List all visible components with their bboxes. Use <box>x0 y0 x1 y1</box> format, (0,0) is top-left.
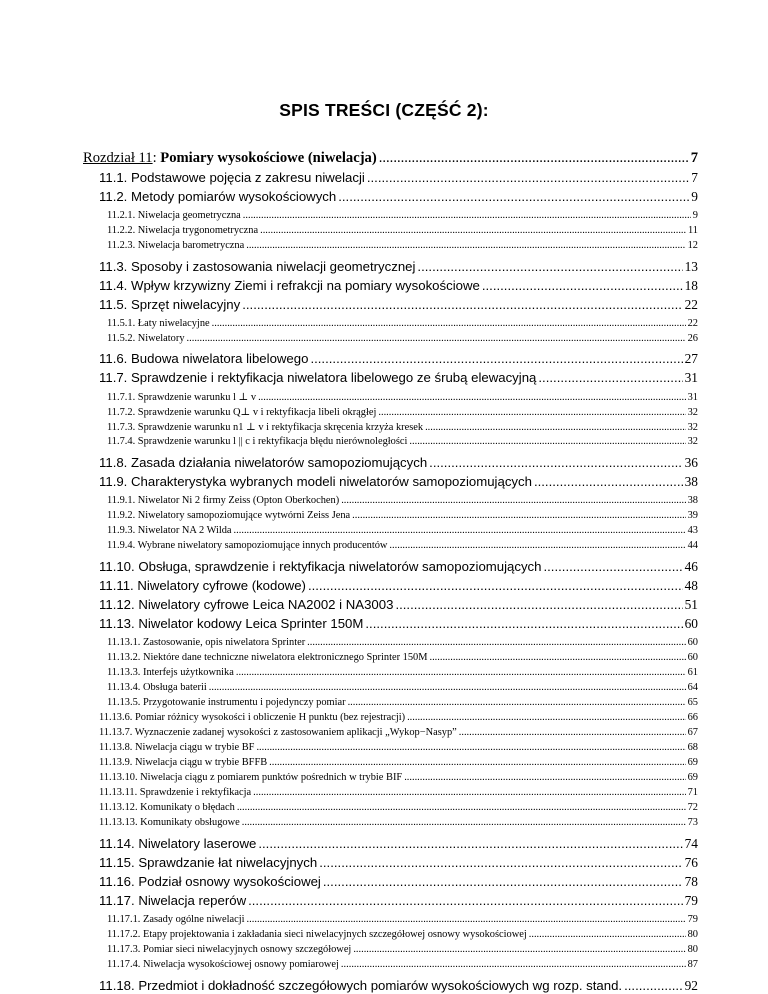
toc-entry[interactable] <box>99 978 698 994</box>
toc-entry[interactable] <box>107 210 698 221</box>
dot-leader <box>543 559 682 574</box>
toc-page-number: 9 <box>692 210 698 221</box>
dot-leader <box>256 742 685 753</box>
toc-entry[interactable] <box>107 540 698 551</box>
toc-page-number: 61 <box>687 667 698 678</box>
toc-entry-text: 11.7.4. Sprawdzenie warunku l || c i rektyfikacja błędu nierównoległości <box>107 436 408 447</box>
toc-entry-text: 11.13.13. Komunikaty obsługowe <box>99 817 240 828</box>
dot-leader <box>429 455 682 470</box>
chapter-page-number: 7 <box>690 150 698 166</box>
toc-page-number: 32 <box>687 407 698 418</box>
toc-entry[interactable] <box>99 616 698 632</box>
toc-page-number: 79 <box>684 893 698 908</box>
dot-leader <box>365 616 682 631</box>
toc-entry-text: 11.9. Charakterystyka wybranych modeli niwelatorów samopoziomujących <box>99 474 532 489</box>
toc-entry-text: 11.2. Metody pomiarów wysokościowych <box>99 189 337 204</box>
dot-leader <box>258 836 682 851</box>
toc-page-number: 76 <box>684 855 698 870</box>
toc-entry[interactable] <box>107 240 698 251</box>
dot-leader <box>409 436 685 447</box>
toc-entry[interactable] <box>99 351 698 367</box>
toc-page-number: 26 <box>687 333 698 344</box>
toc-entry-text: 11.2.1. Niwelacja geometryczna <box>107 210 241 221</box>
toc-entry-text: 11.13.3. Interfejs użytkownika <box>107 667 234 678</box>
toc-entry[interactable] <box>99 578 698 594</box>
toc-entry-text: 11.9.1. Niwelator Ni 2 firmy Zeiss (Opton Oberkochen) <box>107 495 340 506</box>
dot-leader <box>242 817 686 828</box>
dot-leader <box>260 225 686 236</box>
page-title: SPIS TREŚCI (CZĘŚĆ 2): <box>279 100 489 120</box>
toc-entry-text: 11.12. Niwelatory cyfrowe Leica NA2002 i NA3003 <box>99 597 394 612</box>
dot-leader <box>429 652 685 663</box>
toc-page-number: 69 <box>687 757 698 768</box>
toc-entry-text: 11.13.11. Sprawdzenie i rektyfikacja <box>99 787 252 798</box>
toc-entry[interactable] <box>107 914 698 925</box>
toc-entry[interactable] <box>99 742 698 753</box>
dot-leader <box>379 150 689 167</box>
toc-entry[interactable] <box>107 225 698 236</box>
toc-entry[interactable] <box>99 893 698 909</box>
dot-leader <box>624 978 683 993</box>
toc-entry-text: 11.13.8. Niwelacja ciągu w trybie BF <box>99 742 255 753</box>
dot-leader <box>209 682 686 693</box>
toc-page-number: 38 <box>684 474 698 489</box>
toc-entry-text: 11.16. Podział osnowy wysokościowej <box>99 874 321 889</box>
toc-page-number: 32 <box>687 436 698 447</box>
dot-leader <box>459 727 686 738</box>
toc-entry-text: 11.15. Sprawdzanie łat niwelacyjnych <box>99 855 318 870</box>
dot-leader <box>395 597 682 612</box>
toc-page-number: 44 <box>687 540 698 551</box>
toc-entry[interactable] <box>107 929 698 940</box>
dot-leader <box>338 189 689 204</box>
dot-leader <box>407 712 686 723</box>
toc-entry[interactable] <box>107 682 698 693</box>
toc-entry-text: 11.3. Sposoby i zastosowania niwelacji geometrycznej <box>99 259 416 274</box>
toc-entry-text: 11.17.2. Etapy projektowania i zakładania sieci niwelacyjnych szczegółowej osnowy wysokościowej <box>107 929 527 940</box>
dot-leader <box>234 525 686 536</box>
dot-leader <box>482 278 683 293</box>
dot-leader <box>187 333 686 344</box>
toc-entry[interactable] <box>107 637 698 648</box>
toc-page-number: 22 <box>687 318 698 329</box>
toc-entry-text: 11.13.12. Komunikaty o błędach <box>99 802 235 813</box>
toc-entry-text: 11.4. Wpływ krzywizny Ziemi i refrakcji na pomiary wysokościowe <box>99 278 480 293</box>
toc-page-number: 43 <box>687 525 698 536</box>
toc-entry[interactable] <box>99 836 698 852</box>
toc-page-number: 11 <box>687 225 698 236</box>
toc-entry[interactable] <box>107 510 698 521</box>
chapter-title: Pomiary wysokościowe (niwelacja) <box>160 150 377 166</box>
dot-leader <box>269 757 685 768</box>
toc-entry[interactable] <box>99 559 698 575</box>
toc-page-number: 73 <box>687 817 698 828</box>
toc-entry-text: 11.7.2. Sprawdzenie warunku Q⊥ v i rektyfikacja libeli okrągłej <box>107 407 377 418</box>
toc-entry-text: 11.13.6. Pomiar różnicy wysokości i obliczenie H punktu (bez rejestracji) <box>99 712 406 723</box>
dot-leader <box>310 351 682 366</box>
dot-leader <box>212 318 686 329</box>
toc-entry[interactable] <box>107 525 698 536</box>
toc-page-number: 80 <box>687 944 698 955</box>
toc-entry[interactable] <box>107 391 698 403</box>
toc-entry[interactable] <box>99 727 698 738</box>
toc-entry[interactable] <box>99 817 698 828</box>
toc-page-number: 69 <box>687 772 698 783</box>
toc-entry-text: 11.13. Niwelator kodowy Leica Sprinter 150M <box>99 616 364 631</box>
chapter-separator: : <box>152 150 161 166</box>
toc-entry-text: 11.9.2. Niwelatory samopoziomujące wytwórni Zeiss Jena <box>107 510 351 521</box>
toc-entry-text: 11.1. Podstawowe pojęcia z zakresu niwelacji <box>99 170 365 185</box>
toc-page-number: 7 <box>691 170 698 185</box>
dot-leader <box>323 874 683 889</box>
dot-leader <box>258 392 686 403</box>
toc-page-number: 48 <box>684 578 698 593</box>
toc-entry-text: 11.7.1. Sprawdzenie warunku l ⊥ v <box>107 392 257 403</box>
toc-page-number: 64 <box>687 682 698 693</box>
toc-entry[interactable] <box>99 455 698 471</box>
toc-entry-text: 11.5.2. Niwelatory <box>107 333 185 344</box>
toc-page-number: 9 <box>691 189 698 204</box>
toc-page-number: 80 <box>687 929 698 940</box>
toc-entry-text: 11.13.9. Niwelacja ciągu w trybie BFFB <box>99 757 268 768</box>
toc-entry-text: 11.18. Przedmiot i dokładność szczegółowych pomiarów wysokościowych wg rozp. stand. <box>99 978 623 993</box>
dot-leader <box>534 474 683 489</box>
toc-entry[interactable] <box>107 652 698 663</box>
toc-page-number: 79 <box>687 914 698 925</box>
toc-entry-text: 11.8. Zasada działania niwelatorów samopoziomujących <box>99 455 428 470</box>
toc-entry[interactable] <box>99 874 698 890</box>
toc-page-number: 46 <box>684 559 698 574</box>
toc-entry-text: 11.17.3. Pomiar sieci niwelacyjnych osnowy szczegółowej <box>107 944 352 955</box>
dot-leader <box>237 802 686 813</box>
toc-entry[interactable] <box>107 944 698 955</box>
dot-leader <box>425 422 686 433</box>
toc-page-number: 18 <box>684 278 698 293</box>
toc-entry-text: 11.17.1. Zasady ogólne niwelacji <box>107 914 245 925</box>
toc-entry-text: 11.2.2. Niwelacja trygonometryczna <box>107 225 259 236</box>
toc-entry[interactable] <box>99 170 698 186</box>
toc-entry-text: 11.13.4. Obsługa baterii <box>107 682 207 693</box>
dot-leader <box>341 959 686 970</box>
dot-leader <box>348 697 686 708</box>
toc-page-number: 36 <box>684 455 698 470</box>
toc-entry-text: 11.13.1. Zastosowanie, opis niwelatora Sprinter <box>107 637 306 648</box>
toc-page-number: 78 <box>684 874 698 889</box>
dot-leader <box>352 510 685 521</box>
dot-leader <box>341 495 685 506</box>
toc-entry[interactable] <box>99 855 698 871</box>
toc-entry-text: 11.11. Niwelatory cyfrowe (kodowe) <box>99 578 306 593</box>
toc-page-number: 32 <box>687 422 698 433</box>
dot-leader <box>236 667 686 678</box>
toc-entry-text: 11.13.10. Niwelacja ciągu z pomiarem punktów pośrednich w trybie BIF <box>99 772 403 783</box>
toc-page-number: 60 <box>684 616 698 631</box>
dot-leader <box>242 297 682 312</box>
toc-page-number: 38 <box>687 495 698 506</box>
toc-entry-text: 11.7.3. Sprawdzenie warunku n1 ⊥ v i rektyfikacja skręcenia krzyża kresek <box>107 422 424 433</box>
toc-page-number: 13 <box>684 259 698 274</box>
toc-entry-text: 11.5.1. Łaty niwelacyjne <box>107 318 210 329</box>
toc-entry[interactable] <box>99 712 698 723</box>
toc-entry-text: 11.9.3. Niwelator NA 2 Wilda <box>107 525 232 536</box>
dot-leader <box>307 637 685 648</box>
dot-leader <box>353 944 685 955</box>
toc-entry[interactable] <box>107 318 698 329</box>
toc-page-number: 31 <box>684 370 698 385</box>
toc-entry[interactable] <box>107 697 698 708</box>
toc-entry[interactable] <box>99 370 698 386</box>
toc-entry[interactable] <box>99 189 698 205</box>
toc-entry-text: 11.10. Obsługa, sprawdzenie i rektyfikacja niwelatorów samopoziomujących <box>99 559 542 574</box>
toc-entry-text: 11.5. Sprzęt niwelacyjny <box>99 297 241 312</box>
toc-entry[interactable] <box>99 597 698 613</box>
toc-entry[interactable] <box>107 436 698 447</box>
toc-entry-text: 11.9.4. Wybrane niwelatory samopoziomujące innych producentów <box>107 540 388 551</box>
toc-entry[interactable] <box>107 495 698 506</box>
toc-page-number: 65 <box>687 697 698 708</box>
toc-entry-text: 11.14. Niwelatory laserowe <box>99 836 257 851</box>
toc-page-number: 71 <box>687 787 698 798</box>
toc-chapter-row[interactable] <box>83 150 698 167</box>
toc-entry[interactable] <box>99 772 698 783</box>
dot-leader <box>389 540 685 551</box>
toc-entry[interactable] <box>99 259 698 275</box>
dot-leader <box>246 240 685 251</box>
toc-entry-text: 11.17.4. Niwelacja wysokościowej osnowy pomiarowej <box>107 959 339 970</box>
dot-leader <box>529 929 686 940</box>
toc-entry-text: 11.6. Budowa niwelatora libelowego <box>99 351 309 366</box>
dot-leader <box>247 914 686 925</box>
dot-leader <box>404 772 685 783</box>
toc-page-number: 51 <box>684 597 698 612</box>
dot-leader <box>243 210 691 221</box>
dot-leader <box>378 407 685 418</box>
dot-leader <box>248 893 683 908</box>
toc-entry[interactable] <box>99 802 698 813</box>
chapter-label[interactable]: Rozdział 11 <box>83 150 153 166</box>
toc-entry-text: 11.7. Sprawdzenie i rektyfikacja niwelatora libelowego ze śrubą elewacyjną <box>99 370 537 385</box>
toc-entry[interactable] <box>107 667 698 678</box>
toc-entry-text: 11.17. Niwelacja reperów <box>99 893 247 908</box>
toc-page-number: 31 <box>687 392 698 403</box>
dot-leader <box>538 370 682 385</box>
toc-entry[interactable] <box>107 406 698 418</box>
toc-page-number: 68 <box>687 742 698 753</box>
dot-leader <box>319 855 682 870</box>
toc-page-number: 72 <box>687 802 698 813</box>
toc-page-number: 74 <box>684 836 698 851</box>
toc-page-number: 67 <box>687 727 698 738</box>
dot-leader <box>308 578 683 593</box>
toc-entry[interactable] <box>107 959 698 970</box>
toc-page-number: 87 <box>687 959 698 970</box>
toc-page-number: 60 <box>687 652 698 663</box>
toc-entry-text: 11.13.7. Wyznaczenie zadanej wysokości z zastosowaniem aplikacji „Wykop−Nasyp” <box>99 727 457 738</box>
toc-page-number: 12 <box>687 240 698 251</box>
toc-entry[interactable] <box>107 333 698 344</box>
toc-entry[interactable] <box>99 757 698 768</box>
toc-page-number: 27 <box>684 351 698 366</box>
dot-leader <box>417 259 682 274</box>
toc-page-number: 39 <box>687 510 698 521</box>
toc-page-number: 66 <box>687 712 698 723</box>
toc-page-number: 22 <box>684 297 698 312</box>
toc-entry-text: 11.13.2. Niektóre dane techniczne niwelatora elektronicznego Sprinter 150M <box>107 652 428 663</box>
toc-entry-text: 11.2.3. Niwelacja barometryczna <box>107 240 245 251</box>
toc-entry[interactable] <box>99 474 698 490</box>
toc-entry-text: 11.13.5. Przygotowanie instrumentu i pojedynczy pomiar <box>107 697 346 708</box>
toc-entry[interactable] <box>107 421 698 433</box>
toc-page-number: 92 <box>684 978 698 993</box>
toc-entry[interactable] <box>99 787 698 798</box>
toc-page-number: 60 <box>687 637 698 648</box>
dot-leader <box>367 170 689 185</box>
toc-entry[interactable] <box>99 278 698 294</box>
toc-entry[interactable] <box>99 297 698 313</box>
dot-leader <box>253 787 685 798</box>
